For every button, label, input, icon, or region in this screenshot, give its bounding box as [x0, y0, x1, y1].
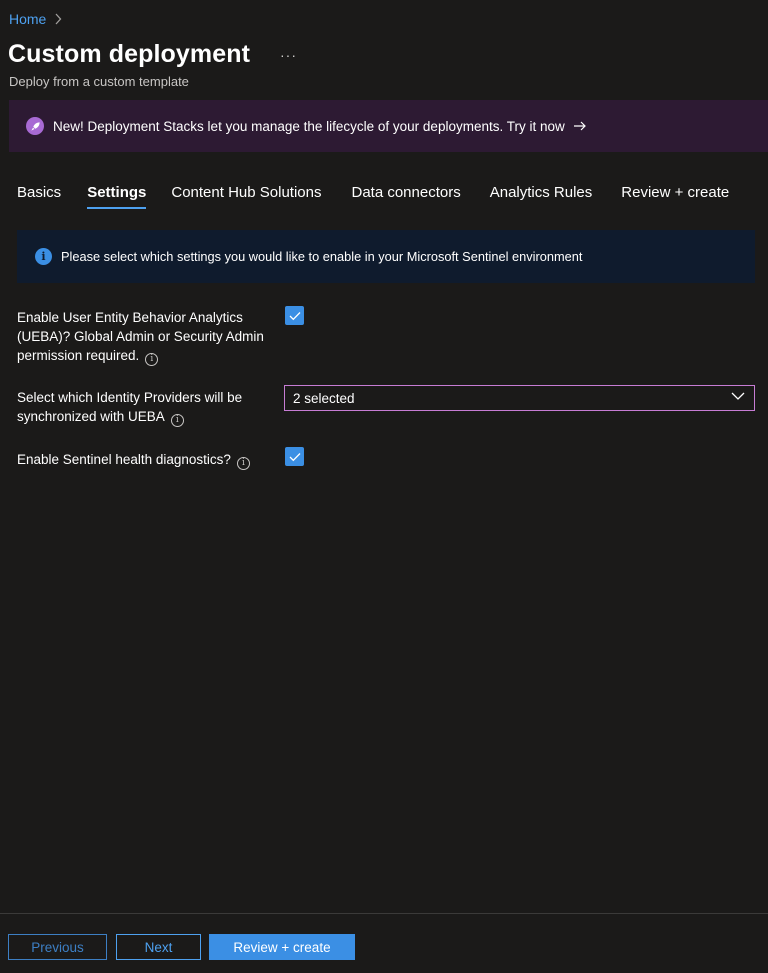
- footer-divider: [0, 913, 768, 914]
- breadcrumb-home-link[interactable]: Home: [9, 11, 47, 27]
- tab-analytics-rules[interactable]: Analytics Rules: [489, 184, 593, 201]
- ueba-checkbox[interactable]: [285, 306, 304, 325]
- checkmark-icon: [289, 452, 301, 462]
- identity-providers-label: [17, 388, 277, 427]
- identity-providers-dropdown[interactable]: [284, 385, 755, 411]
- info-message: [17, 230, 755, 283]
- tab-content-hub-solutions[interactable]: Content Hub Solutions: [171, 184, 322, 201]
- next-button[interactable]: Next: [116, 934, 201, 960]
- tab-review-create[interactable]: Review + create: [621, 184, 730, 201]
- identity-providers-label-text: Select which Identity Providers will be synchronized with UEBA: [17, 390, 243, 424]
- arrow-right-icon: [573, 121, 587, 131]
- more-options-icon[interactable]: ···: [280, 46, 297, 63]
- page-subtitle: Deploy from a custom template: [9, 74, 189, 89]
- health-diagnostics-label: [17, 450, 277, 470]
- chevron-down-icon: [731, 392, 745, 401]
- info-text: Please select which settings you would like to enable in your Microsoft Sentinel environment: [61, 249, 583, 264]
- banner-text: New! Deployment Stacks let you manage the lifecycle of your deployments. Try it now: [53, 118, 565, 134]
- checkmark-icon: [289, 311, 301, 321]
- health-diagnostics-label-text: Enable Sentinel health diagnostics?: [17, 452, 231, 467]
- ueba-label: [17, 308, 277, 366]
- info-icon: i: [35, 248, 52, 265]
- tab-settings[interactable]: Settings: [87, 184, 146, 209]
- review-create-button[interactable]: Review + create: [209, 934, 355, 960]
- deployment-stacks-banner[interactable]: [9, 100, 768, 152]
- previous-button[interactable]: Previous: [8, 934, 107, 960]
- dropdown-value: 2 selected: [293, 390, 355, 406]
- breadcrumb: [9, 11, 62, 27]
- info-tooltip-icon[interactable]: i: [145, 353, 158, 366]
- health-diagnostics-checkbox[interactable]: [285, 447, 304, 466]
- tab-data-connectors[interactable]: Data connectors: [351, 184, 461, 201]
- title-row: [8, 40, 301, 69]
- chevron-right-icon: [54, 13, 62, 25]
- info-tooltip-icon[interactable]: i: [237, 457, 250, 470]
- rocket-icon: [26, 117, 44, 135]
- tab-basics[interactable]: Basics: [17, 184, 62, 201]
- page-title: Custom deployment: [8, 40, 250, 68]
- info-tooltip-icon[interactable]: i: [171, 414, 184, 427]
- ueba-label-text: Enable User Entity Behavior Analytics (UEBA)? Global Admin or Security Admin permission required.: [17, 310, 264, 363]
- wizard-tabs: [17, 184, 729, 209]
